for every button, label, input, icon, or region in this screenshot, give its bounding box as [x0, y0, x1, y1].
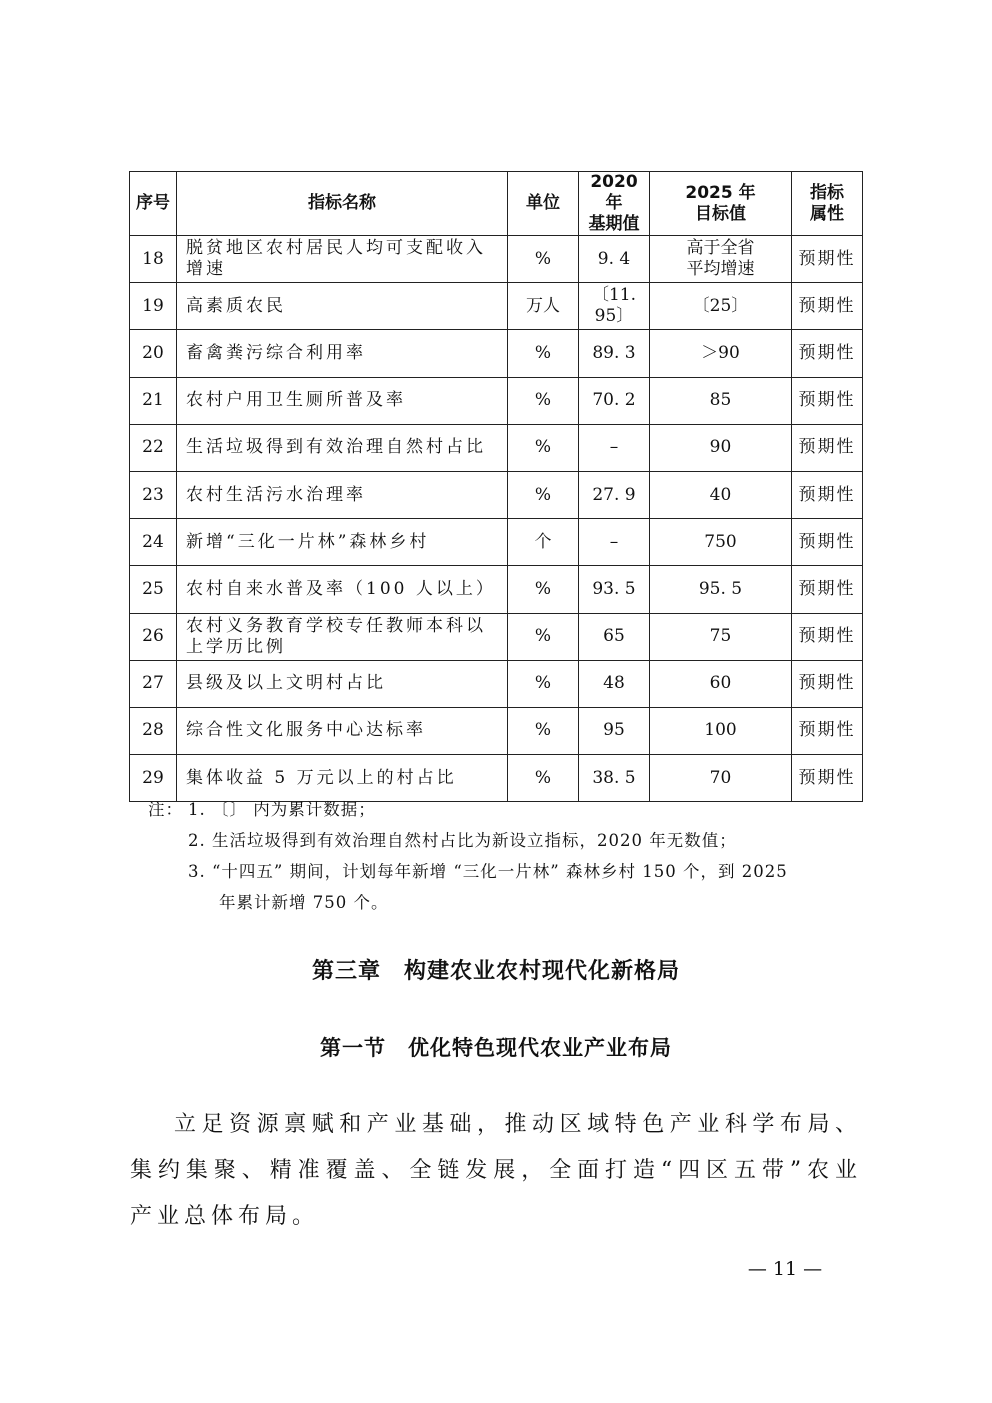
cell-name: 畜禽粪污综合利用率 — [177, 330, 508, 377]
note-label — [148, 856, 188, 887]
cell-target: 85 — [650, 377, 792, 424]
table-notes — [148, 794, 864, 918]
cell-attr: 预期性 — [792, 471, 863, 518]
note-number: 1. — [188, 800, 206, 819]
cell-attr: 预期性 — [792, 330, 863, 377]
header-attr: 指标 属性 — [792, 172, 863, 236]
cell-target: 70 — [650, 755, 792, 802]
cell-unit: % — [508, 613, 579, 660]
note-text: 〔〕 内为累计数据； — [212, 800, 376, 819]
cell-unit: 万人 — [508, 283, 579, 330]
cell-name: 综合性文化服务中心达标率 — [177, 707, 508, 754]
cell-base: 27. 9 — [579, 471, 650, 518]
cell-base: 95 — [579, 707, 650, 754]
cell-unit: 个 — [508, 519, 579, 566]
table-row — [130, 613, 863, 660]
cell-index: 24 — [130, 519, 177, 566]
table-row — [130, 377, 863, 424]
note-number: 3. — [188, 862, 206, 881]
cell-index: 25 — [130, 566, 177, 613]
cell-attr: 预期性 — [792, 236, 863, 283]
cell-base: 38. 5 — [579, 755, 650, 802]
note-text: “十四五” 期间，计划每年新增 “三化一片林” 森林乡村 150 个，到 2025 — [212, 862, 788, 881]
page-number: — 11 — — [747, 1258, 823, 1280]
body-paragraph: 立足资源禀赋和产业基础，推动区域特色产业科学布局、集约集聚、精准覆盖、全链发展，全面打造“四区五带”农业产业总体布局。 — [130, 1112, 862, 1229]
cell-unit: % — [508, 377, 579, 424]
header-unit: 单位 — [508, 172, 579, 236]
table-row — [130, 471, 863, 518]
cell-base: 89. 3 — [579, 330, 650, 377]
cell-unit: % — [508, 330, 579, 377]
cell-index: 20 — [130, 330, 177, 377]
header-target: 2025 年 目标值 — [650, 172, 792, 236]
cell-unit: % — [508, 566, 579, 613]
cell-base: 48 — [579, 660, 650, 707]
indicator-table — [129, 171, 863, 802]
header-index: 序号 — [130, 172, 177, 236]
cell-target: ＞90 — [650, 330, 792, 377]
cell-base: 〔11. 95〕 — [579, 283, 650, 330]
table-row — [130, 330, 863, 377]
cell-attr: 预期性 — [792, 519, 863, 566]
cell-unit: % — [508, 236, 579, 283]
note-number: 2. — [188, 831, 206, 850]
cell-unit: % — [508, 707, 579, 754]
cell-index: 28 — [130, 707, 177, 754]
cell-name: 农村生活污水治理率 — [177, 471, 508, 518]
table-row — [130, 566, 863, 613]
note-item — [148, 794, 864, 825]
cell-unit: % — [508, 471, 579, 518]
cell-target: 100 — [650, 707, 792, 754]
cell-target: 〔25〕 — [650, 283, 792, 330]
header-name: 指标名称 — [177, 172, 508, 236]
table-row — [130, 424, 863, 471]
cell-name: 农村义务教育学校专任教师本科以上学历比例 — [177, 613, 508, 660]
cell-target: 高于全省 平均增速 — [650, 236, 792, 283]
note-label: 注： — [148, 800, 183, 819]
cell-name: 生活垃圾得到有效治理自然村占比 — [177, 424, 508, 471]
cell-attr: 预期性 — [792, 755, 863, 802]
table-row — [130, 707, 863, 754]
table-body — [130, 236, 863, 802]
cell-target: 75 — [650, 613, 792, 660]
cell-unit: % — [508, 660, 579, 707]
cell-name: 高素质农民 — [177, 283, 508, 330]
cell-name: 农村户用卫生厕所普及率 — [177, 377, 508, 424]
header-base: 2020 年 基期值 — [579, 172, 650, 236]
cell-target: 750 — [650, 519, 792, 566]
cell-index: 18 — [130, 236, 177, 283]
table-header-row — [130, 172, 863, 236]
cell-index: 23 — [130, 471, 177, 518]
cell-base: 65 — [579, 613, 650, 660]
chapter-title: 第三章 构建农业农村现代化新格局 — [311, 959, 680, 984]
cell-unit: % — [508, 424, 579, 471]
note-item — [148, 825, 864, 856]
cell-name: 集体收益 5 万元以上的村占比 — [177, 755, 508, 802]
cell-index: 29 — [130, 755, 177, 802]
cell-target: 60 — [650, 660, 792, 707]
cell-name: 农村自来水普及率（100 人以上） — [177, 566, 508, 613]
table-row — [130, 519, 863, 566]
cell-target: 40 — [650, 471, 792, 518]
cell-index: 19 — [130, 283, 177, 330]
note-label — [148, 825, 188, 856]
table-row — [130, 660, 863, 707]
cell-index: 21 — [130, 377, 177, 424]
cell-attr: 预期性 — [792, 660, 863, 707]
cell-target: 90 — [650, 424, 792, 471]
cell-attr: 预期性 — [792, 707, 863, 754]
cell-base: 9. 4 — [579, 236, 650, 283]
cell-attr: 预期性 — [792, 424, 863, 471]
note-continuation: 年累计新增 750 个。 — [219, 893, 389, 912]
cell-index: 26 — [130, 613, 177, 660]
note-text: 生活垃圾得到有效治理自然村占比为新设立指标，2020 年无数值； — [212, 831, 737, 850]
cell-target: 95. 5 — [650, 566, 792, 613]
note-item — [148, 856, 864, 887]
cell-name: 新增“三化一片林”森林乡村 — [177, 519, 508, 566]
cell-base: – — [579, 424, 650, 471]
cell-name: 脱贫地区农村居民人均可支配收入增速 — [177, 236, 508, 283]
cell-attr: 预期性 — [792, 613, 863, 660]
cell-unit: % — [508, 755, 579, 802]
section-title: 第一节 优化特色现代农业产业布局 — [320, 1036, 672, 1060]
cell-name: 县级及以上文明村占比 — [177, 660, 508, 707]
table-row — [130, 283, 863, 330]
table-row — [130, 236, 863, 283]
cell-attr: 预期性 — [792, 377, 863, 424]
cell-index: 22 — [130, 424, 177, 471]
cell-attr: 预期性 — [792, 283, 863, 330]
cell-base: 93. 5 — [579, 566, 650, 613]
cell-attr: 预期性 — [792, 566, 863, 613]
cell-base: 70. 2 — [579, 377, 650, 424]
cell-base: – — [579, 519, 650, 566]
cell-index: 27 — [130, 660, 177, 707]
